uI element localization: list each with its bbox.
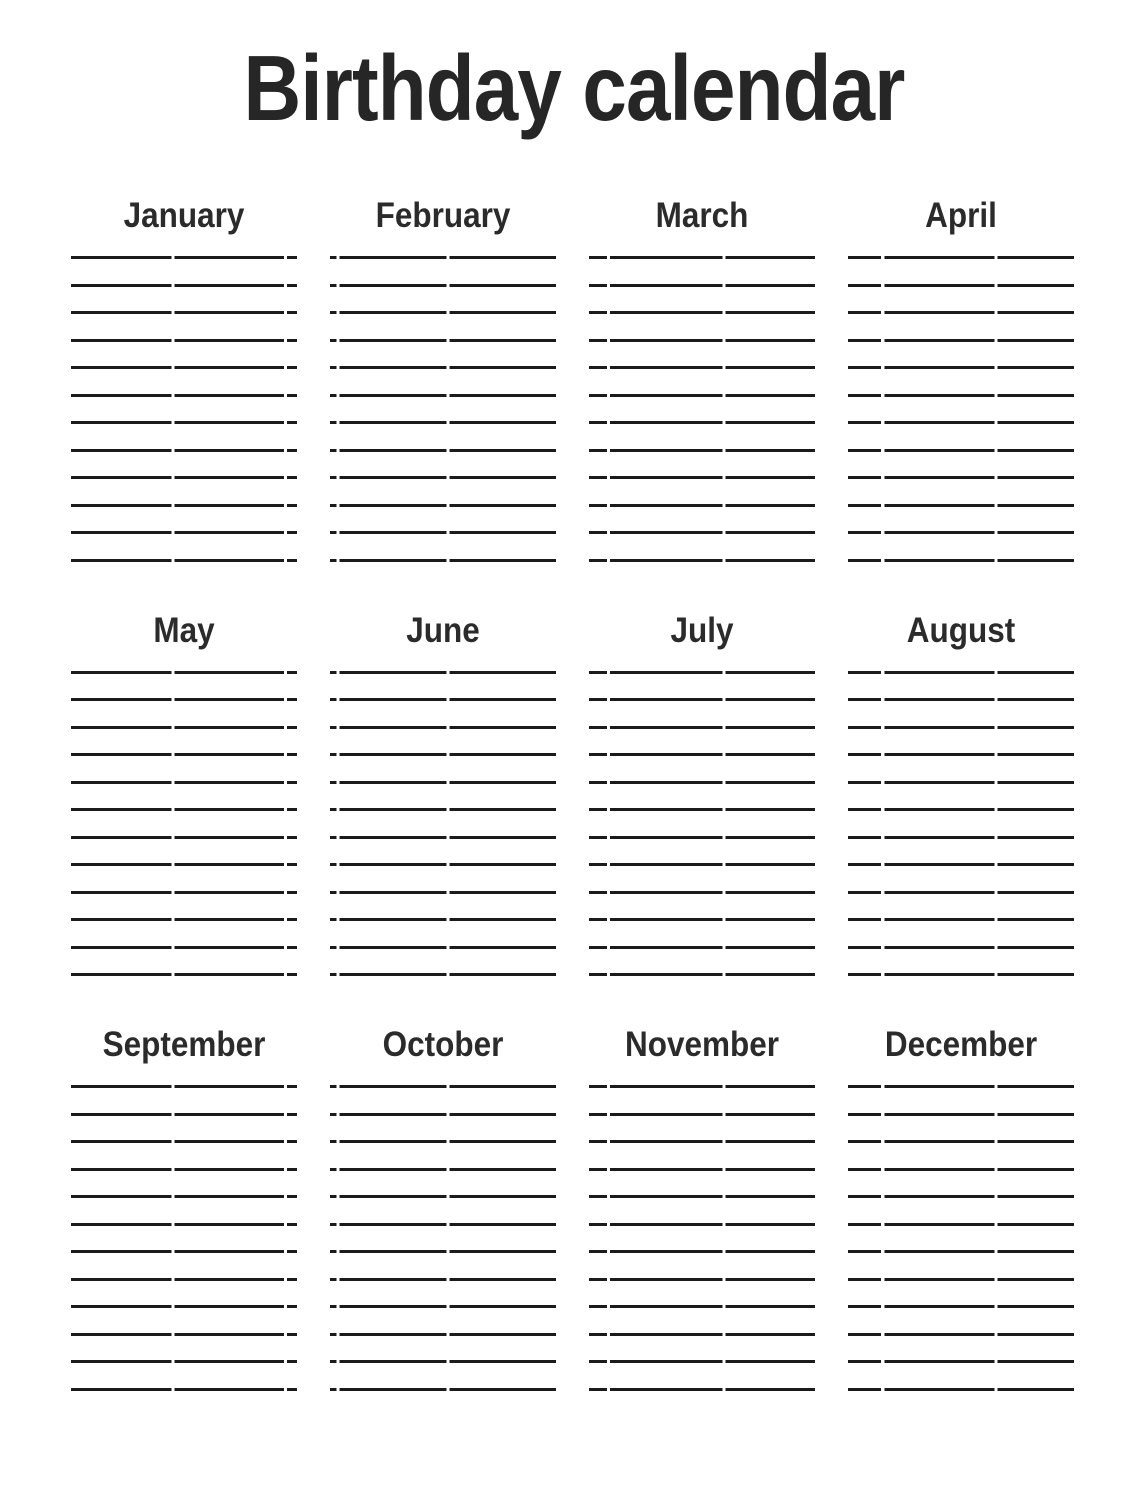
month-name: November <box>624 1025 780 1064</box>
blank-line <box>848 698 1074 701</box>
blank-line <box>330 449 556 452</box>
blank-line <box>71 1360 297 1363</box>
page-title: Birthday calendar <box>243 36 905 140</box>
blank-line <box>589 339 815 342</box>
month-name: July <box>670 610 734 650</box>
blank-line <box>848 1113 1074 1116</box>
blank-line <box>848 1278 1074 1281</box>
blank-line <box>589 946 815 949</box>
blank-line <box>848 836 1074 839</box>
blank-line <box>330 366 556 369</box>
blank-line <box>71 1388 297 1391</box>
blank-lines-list <box>330 671 556 977</box>
blank-lines-list <box>589 671 815 977</box>
blank-line <box>330 531 556 534</box>
blank-line <box>589 394 815 397</box>
blank-line <box>71 863 297 866</box>
blank-line <box>330 698 556 701</box>
blank-line <box>589 891 815 894</box>
blank-line <box>330 284 556 287</box>
blank-line <box>848 256 1074 259</box>
blank-line <box>848 973 1074 976</box>
blank-line <box>589 284 815 287</box>
blank-line <box>848 284 1074 287</box>
blank-line <box>71 1333 297 1336</box>
blank-line <box>71 284 297 287</box>
blank-line <box>71 449 297 452</box>
blank-line <box>589 698 815 701</box>
blank-line <box>589 366 815 369</box>
blank-line <box>589 1085 815 1088</box>
month-section-november <box>589 1025 815 1391</box>
blank-line <box>589 1140 815 1143</box>
blank-line <box>71 726 297 729</box>
blank-line <box>71 1113 297 1116</box>
blank-line <box>589 918 815 921</box>
blank-line <box>848 449 1074 452</box>
month-name: May <box>153 610 215 650</box>
blank-lines-list <box>589 1085 815 1391</box>
blank-line <box>848 476 1074 479</box>
blank-line <box>848 753 1074 756</box>
blank-line <box>330 891 556 894</box>
blank-line <box>330 1360 556 1363</box>
blank-line <box>71 1250 297 1253</box>
blank-line <box>71 1195 297 1198</box>
blank-line <box>71 394 297 397</box>
blank-line <box>330 1223 556 1226</box>
blank-line <box>330 753 556 756</box>
blank-line <box>330 973 556 976</box>
blank-lines-list <box>330 256 556 562</box>
blank-line <box>848 1223 1074 1226</box>
month-name: March <box>655 196 749 235</box>
blank-line <box>71 946 297 949</box>
month-section-february <box>330 196 556 562</box>
month-section-march <box>589 196 815 562</box>
blank-line <box>330 1278 556 1281</box>
blank-line <box>848 1388 1074 1391</box>
blank-line <box>589 1250 815 1253</box>
blank-line <box>848 1250 1074 1253</box>
blank-line <box>71 836 297 839</box>
blank-line <box>848 1360 1074 1363</box>
month-section-august <box>848 611 1074 977</box>
blank-line <box>848 781 1074 784</box>
blank-line <box>848 1168 1074 1171</box>
blank-line <box>71 311 297 314</box>
month-section-october <box>330 1025 556 1391</box>
blank-line <box>71 973 297 976</box>
blank-line <box>71 1168 297 1171</box>
blank-line <box>589 1195 815 1198</box>
blank-line <box>330 1333 556 1336</box>
blank-lines-list <box>330 1085 556 1391</box>
blank-line <box>330 476 556 479</box>
blank-line <box>589 1388 815 1391</box>
blank-line <box>848 1195 1074 1198</box>
blank-line <box>71 421 297 424</box>
blank-line <box>71 504 297 507</box>
blank-line <box>330 808 556 811</box>
blank-line <box>330 394 556 397</box>
month-name: June <box>406 610 480 650</box>
blank-line <box>589 1168 815 1171</box>
blank-lines-list <box>71 256 297 562</box>
blank-line <box>848 559 1074 562</box>
blank-line <box>848 946 1074 949</box>
month-name: August <box>906 610 1016 650</box>
blank-line <box>848 918 1074 921</box>
blank-line <box>71 366 297 369</box>
blank-line <box>71 698 297 701</box>
blank-line <box>330 1195 556 1198</box>
blank-line <box>589 559 815 562</box>
blank-line <box>589 311 815 314</box>
blank-line <box>71 531 297 534</box>
blank-line <box>848 339 1074 342</box>
blank-line <box>330 311 556 314</box>
blank-line <box>848 531 1074 534</box>
blank-line <box>330 946 556 949</box>
blank-line <box>71 476 297 479</box>
blank-line <box>71 891 297 894</box>
blank-line <box>71 918 297 921</box>
blank-line <box>71 1140 297 1143</box>
blank-line <box>848 891 1074 894</box>
blank-line <box>71 559 297 562</box>
blank-line <box>71 1085 297 1088</box>
month-section-december <box>848 1025 1074 1391</box>
month-name: September <box>102 1025 266 1064</box>
blank-line <box>330 726 556 729</box>
blank-line <box>589 1278 815 1281</box>
blank-line <box>848 394 1074 397</box>
blank-line <box>330 1250 556 1253</box>
blank-line <box>848 726 1074 729</box>
blank-line <box>589 1113 815 1116</box>
blank-lines-list <box>848 256 1074 562</box>
blank-line <box>589 1360 815 1363</box>
blank-line <box>71 1278 297 1281</box>
blank-line <box>848 671 1074 674</box>
month-section-april <box>848 196 1074 562</box>
blank-line <box>589 808 815 811</box>
month-section-june <box>330 611 556 977</box>
blank-line <box>848 808 1074 811</box>
blank-line <box>589 449 815 452</box>
blank-line <box>71 781 297 784</box>
blank-line <box>589 671 815 674</box>
blank-line <box>589 836 815 839</box>
blank-line <box>589 781 815 784</box>
blank-line <box>330 671 556 674</box>
month-name: October <box>382 1025 504 1064</box>
blank-line <box>589 531 815 534</box>
blank-line <box>589 1223 815 1226</box>
blank-lines-list <box>71 671 297 977</box>
blank-line <box>589 504 815 507</box>
blank-line <box>330 1388 556 1391</box>
blank-line <box>330 1305 556 1308</box>
blank-line <box>330 1140 556 1143</box>
blank-line <box>71 1305 297 1308</box>
blank-line <box>589 1333 815 1336</box>
blank-line <box>330 1085 556 1088</box>
blank-line <box>71 753 297 756</box>
blank-line <box>330 504 556 507</box>
months-grid <box>0 196 1148 1391</box>
blank-line <box>71 1223 297 1226</box>
month-name: February <box>375 196 511 235</box>
month-section-january <box>71 196 297 562</box>
blank-line <box>848 1305 1074 1308</box>
blank-line <box>71 671 297 674</box>
blank-line <box>330 1168 556 1171</box>
blank-line <box>330 421 556 424</box>
blank-line <box>848 421 1074 424</box>
blank-line <box>71 808 297 811</box>
blank-line <box>330 781 556 784</box>
blank-line <box>589 973 815 976</box>
blank-line <box>589 256 815 259</box>
month-section-may <box>71 611 297 977</box>
blank-lines-list <box>589 256 815 562</box>
month-section-september <box>71 1025 297 1391</box>
blank-lines-list <box>71 1085 297 1391</box>
blank-line <box>589 753 815 756</box>
blank-line <box>848 504 1074 507</box>
blank-line <box>71 256 297 259</box>
month-section-july <box>589 611 815 977</box>
blank-line <box>848 863 1074 866</box>
blank-line <box>330 1113 556 1116</box>
blank-line <box>848 366 1074 369</box>
month-name: December <box>884 1025 1038 1064</box>
blank-lines-list <box>848 1085 1074 1391</box>
blank-line <box>848 1333 1074 1336</box>
blank-line <box>589 863 815 866</box>
blank-line <box>848 311 1074 314</box>
blank-line <box>330 256 556 259</box>
blank-line <box>330 863 556 866</box>
month-name: April <box>925 196 997 235</box>
blank-line <box>589 1305 815 1308</box>
blank-line <box>589 421 815 424</box>
blank-line <box>330 918 556 921</box>
blank-line <box>330 559 556 562</box>
blank-line <box>589 476 815 479</box>
blank-line <box>330 339 556 342</box>
blank-line <box>71 339 297 342</box>
blank-line <box>848 1085 1074 1088</box>
blank-line <box>848 1140 1074 1143</box>
blank-line <box>589 726 815 729</box>
blank-line <box>330 836 556 839</box>
month-name: January <box>123 196 245 235</box>
blank-lines-list <box>848 671 1074 977</box>
